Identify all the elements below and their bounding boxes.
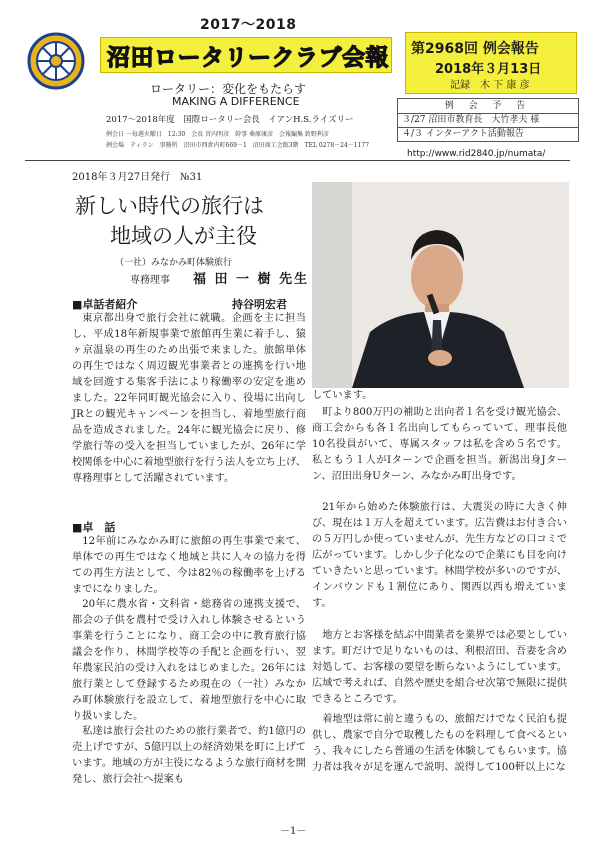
talk-paragraph-continued: しています。 — [312, 390, 373, 401]
talk-heading: ■卓 話 — [72, 521, 116, 534]
meeting-preview-table — [397, 98, 579, 142]
speaker-name: 福 田 一 樹 先生 — [193, 272, 310, 287]
speaker-organization: （一社）みなかみ町体験旅行 — [115, 258, 233, 268]
talk-paragraph: 地方とお客様を結ぶ中間業者を業界では必要としています。町だけで足りないものは、利根沼田、吾妻を含め対処して、お客様の要望を断らないようにしています。広域で考えれば、自然や歴史を組合せ次第で無限に提供できるところです。 — [312, 630, 567, 705]
talk-paragraph: 私達は旅行会社のための旅行業者で、約1億円の売上げですが、5億円以上の経済効果を町に上げています。地域の方が主役になるような旅行商材を開発し、旅行会社へ提案も — [72, 726, 306, 785]
header-divider — [25, 160, 570, 161]
preview-row: ４/３ インターアクト活動報告 — [402, 129, 524, 139]
theme-japanese: ロータリー：変化をもたらす — [150, 82, 307, 96]
speaker-role: 専務理事 — [130, 275, 170, 286]
intro-paragraph: 東京都出身で旅行会社に就職。企画を主に担当し、平成18年新規事業で旅館再生業に着手し、猿ヶ京温泉の再生のため出張で来ました。旅館単体の再生ではなく周辺観光事業者との連携を行い地域を回遊する集客手法により稼働率の安定を進めました。22年同町観光協会に入り、役場に出向しJRとの観光キャンペーンを担当し、着地型旅行商品を造成されました。24年に観光協会に戻り、修学旅行等の受入を担当していましたが、26年に学校関係を中心に着地型旅行を行う法人を立ち上げ、専務理事として活躍されています。 — [72, 313, 306, 484]
talk-paragraph: 20年に農水省・文科省・総務省の連携支援で、都会の子供を農村で受け入れし体験させるという事業を行うことになり、商工会の中に教育旅行協議会を作り、林間学校等の手配と企画を行い、翌年農家民泊の受け入れをはじめました。26年には旅行業として登録するため現在の（一社）みなかみ町体験旅行を設立して、着地型旅行を中心に取り扱いました。 — [72, 599, 306, 722]
talk-paragraph: 12年前にみなかみ町に旅館の再生事業で来て、単体での再生ではなく地域と共に人々の協力を得ての再生方法として、今は82％の稼働率を上げるまでになりました。 — [72, 536, 306, 595]
meeting-info: 例会日 一毎週火曜日 12:30 会長 宮内明彦 幹事 桑原康彦 会報編集 鈴野利彦 — [106, 131, 329, 138]
ri-president-line: 2017～2018年度 国際ロータリー会長 イアンH.S.ライズリー — [106, 115, 354, 125]
page-number: －1－ — [280, 826, 307, 837]
theme-english: MAKING A DIFFERENCE — [172, 95, 300, 108]
issue-date: 2018年３月27日発行 №31 — [72, 172, 203, 183]
talk-paragraph: 21年から始めた体験旅行は、大震災の時に大きく伸び、現在は１万人を超えています。広告費はお付き合いの５万円しか使っていませんが、先生方などの口コミで広がっています。しかし少子化なので企業にも目を向けていきたいと思っています。林間学校が多いのですが、インバウンドも１割位にあり、関西以西も増えています。 — [312, 502, 567, 609]
intro-heading: ■卓話者紹介 — [72, 298, 138, 311]
club-years: 2017～2018 — [200, 17, 297, 33]
article-title-line2: 地域の人が主役 — [110, 224, 257, 248]
talk-paragraph: 町より800万円の補助と出向者１名を受け観光協会、商工会からも各１名出向してもらっていて、理事長他10名役員がいて、専属スタッフは私を含め５名です。私ともう１人がIターンで企画を担当。新潟出身Jターン、沼田出身Uターン、みなかみ町出身です。 — [312, 407, 567, 482]
report-number: 第2968回 例会報告 — [411, 41, 539, 57]
venue-info: 例会場 ティラン 事務所 沼田市西倉内町669－1 沼田商工会館3階 TEL 0278－24－1177 — [106, 142, 370, 149]
preview-row: ３/27 沼田市教育長 大竹孝夫 様 — [398, 114, 578, 128]
article-title-line1: 新しい時代の旅行は — [75, 194, 264, 218]
club-name: 沼田ロータリークラブ会報 — [107, 45, 389, 71]
talk-paragraph: 着地型は常に前と違うもの、旅館だけでなく民泊も提供し、農家で自分で取穫したものを料理して食べるという、我々にしたら普通の生活を体験してもらいます。協力者は我々が足を運んで説明、説得して100軒以上にな — [312, 714, 567, 773]
report-date: 2018年３月13日 — [435, 62, 542, 77]
report-recorder: 記録 木 下 康 彦 — [450, 80, 530, 91]
intro-author: 持谷明宏君 — [232, 298, 287, 311]
club-website-link[interactable]: http://www.rid2840.jp/numata/ — [407, 149, 546, 159]
speaker-photo — [312, 182, 569, 388]
preview-heading: 例 会 予 告 — [398, 99, 578, 114]
rotary-logo — [27, 32, 85, 90]
